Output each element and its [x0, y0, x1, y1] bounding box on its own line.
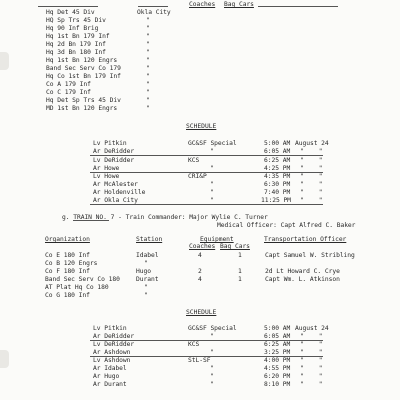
- list-item: ": [146, 17, 150, 24]
- table-row: " ": [300, 357, 323, 364]
- table-row: 6:05 AM: [264, 148, 291, 155]
- binder-hole-bottom: [0, 350, 9, 368]
- table-row: 1: [238, 252, 242, 259]
- table-row: Ar DeRidder: [93, 333, 135, 340]
- list-item: ": [146, 49, 150, 56]
- header-rule: [138, 6, 168, 7]
- table-row: ": [210, 181, 214, 188]
- table-row: Co F 180 Inf: [45, 268, 90, 275]
- binder-hole-top: [0, 52, 9, 70]
- table-row: 1: [238, 276, 242, 283]
- col-header-bagcars: Bag Cars: [224, 1, 254, 8]
- table-row: " ": [300, 381, 323, 388]
- table-row: KCS: [188, 341, 200, 348]
- table-row: ": [210, 148, 214, 155]
- table-row: " ": [300, 373, 323, 380]
- table-row: August 24: [295, 325, 329, 332]
- col-header-transportation-officer: Transportation Officer: [264, 236, 347, 243]
- table-row: " ": [300, 333, 323, 340]
- list-item: Hq 2d Bn 179 Inf: [46, 41, 106, 48]
- table-row: Hugo: [136, 268, 151, 275]
- table-row: 4: [198, 276, 202, 283]
- table-row: Co G 180 Inf: [45, 292, 90, 299]
- table-row: ": [144, 292, 148, 299]
- table-row: 4:00 PM: [264, 357, 291, 364]
- table-row: Ar McAlester: [93, 181, 138, 188]
- table-row: Capt Wm. L. Atkinson: [265, 276, 340, 283]
- table-row: ": [210, 381, 214, 388]
- table-row: August 24: [295, 140, 329, 147]
- list-item: Hq Co 1st Bn 179 Inf: [46, 73, 121, 80]
- table-row: " ": [300, 349, 323, 356]
- table-row: Lv DeRidder: [93, 341, 135, 348]
- list-item: Hq Det 45 Div: [46, 9, 95, 16]
- list-item: ": [146, 81, 150, 88]
- table-row: 1: [238, 268, 242, 275]
- table-row: Lv Ashdown: [93, 357, 131, 364]
- table-row: 6:25 AM: [264, 157, 291, 164]
- list-item: MD 1st Bn 120 Engrs: [46, 105, 118, 112]
- col-header-organization: Organization: [45, 236, 90, 243]
- schedule-heading: SCHEDULE: [186, 123, 217, 130]
- header-rule: [258, 6, 338, 7]
- table-row: Lv Pitkin: [93, 140, 127, 147]
- table-row: ": [210, 165, 214, 172]
- table-row: Ar DeRidder: [93, 148, 135, 155]
- table-row: " ": [300, 341, 323, 348]
- table-row: Durant: [136, 276, 159, 283]
- list-item: Hq 1st Bn 179 Inf: [46, 33, 110, 40]
- table-row: GC&SF Special: [188, 140, 237, 147]
- table-row: " ": [300, 173, 323, 180]
- table-row: " ": [300, 189, 323, 196]
- table-row: " ": [300, 148, 323, 155]
- table-row: " ": [300, 157, 323, 164]
- list-item: Hq 3d Bn 180 Inf: [46, 49, 106, 56]
- table-row: 5:00 AM: [264, 325, 291, 332]
- list-item: ": [146, 33, 150, 40]
- col-header-bagcars: Bag Cars: [220, 243, 250, 250]
- table-row: 8:10 PM: [264, 381, 291, 388]
- train-commander-line: g. TRAIN NO. 7 - Train Commander: Major Wylie C. Turner: [62, 214, 268, 221]
- table-row: Ar Hugo: [93, 373, 120, 380]
- list-item: Co C 179 Inf: [46, 89, 91, 96]
- table-row: 7:40 PM: [264, 189, 291, 196]
- table-row: 4:55 PM: [264, 365, 291, 372]
- list-item: ": [146, 73, 150, 80]
- table-row: Ar Howe: [93, 165, 120, 172]
- table-row: Ar Okla City: [93, 197, 138, 204]
- table-row: 6:25 AM: [264, 341, 291, 348]
- list-item: Hq 90 Inf Brig: [46, 25, 99, 32]
- list-item: Hq Det Sp Trs 45 Div: [46, 97, 121, 104]
- col-header-equipment: Equipment: [200, 236, 234, 243]
- table-row: Band Sec Serv Co 180: [45, 276, 120, 283]
- table-row: 6:20 PM: [264, 373, 291, 380]
- table-row: Ar Holdenville: [93, 189, 146, 196]
- header-rule: [38, 6, 98, 7]
- list-item: ": [146, 57, 150, 64]
- col-header-coaches: Coaches: [189, 243, 216, 250]
- col-header-coaches: Coaches: [189, 1, 216, 8]
- table-row: 5:00 AM: [264, 140, 291, 147]
- table-row: CRI&P: [188, 173, 207, 180]
- table-row: GC&SF Special: [188, 325, 237, 332]
- table-row: Lv Howe: [93, 173, 120, 180]
- table-row: ": [144, 284, 148, 291]
- list-item: ": [146, 105, 150, 112]
- table-row: ": [210, 349, 214, 356]
- table-row: 3:25 PM: [264, 349, 291, 356]
- table-row: ": [210, 365, 214, 372]
- table-row: 6:30 PM: [264, 181, 291, 188]
- table-row: Ar Ashdown: [93, 349, 131, 356]
- table-row: 2d Lt Howard C. Crye: [265, 268, 340, 275]
- table-row: StL-SF: [188, 357, 211, 364]
- table-row: Co B 120 Engrs: [45, 260, 98, 267]
- list-item: Hq 1st Bn 120 Engrs: [46, 57, 118, 64]
- table-row: Idabel: [136, 252, 159, 259]
- list-item: HQ Sp Trs 45 Div: [46, 17, 106, 24]
- table-row: Ar Idabel: [93, 365, 127, 372]
- table-row: ": [210, 333, 214, 340]
- train-label-underline: [73, 220, 109, 221]
- table-row: " ": [300, 165, 323, 172]
- table-row: ": [210, 197, 214, 204]
- table-row: Co E 180 Inf: [45, 252, 90, 259]
- table-row: ": [210, 373, 214, 380]
- table-row: Lv Pitkin: [93, 325, 127, 332]
- table-row: " ": [300, 181, 323, 188]
- table-row: Capt Samuel W. Stribling: [265, 252, 355, 259]
- table-row: KCS: [188, 157, 200, 164]
- table-row: Ar Durant: [93, 381, 127, 388]
- col-header-station: Station: [136, 236, 163, 243]
- list-item: Okla City: [137, 9, 171, 16]
- list-item: Co A 179 Inf: [46, 81, 91, 88]
- table-row: ": [210, 189, 214, 196]
- row-rule: [90, 204, 323, 205]
- list-item: ": [146, 41, 150, 48]
- table-row: 4:25 PM: [264, 165, 291, 172]
- list-item: ": [146, 89, 150, 96]
- list-item: Band Sec Serv Co 179: [46, 65, 121, 72]
- table-row: 11:25 PM: [261, 197, 291, 204]
- table-row: 2: [198, 268, 202, 275]
- table-row: Lv DeRidder: [93, 157, 135, 164]
- schedule-heading: SCHEDULE: [186, 309, 217, 316]
- list-item: ": [146, 65, 150, 72]
- table-row: " ": [300, 197, 323, 204]
- table-row: 4: [198, 252, 202, 259]
- table-row: 6:05 AM: [264, 333, 291, 340]
- medical-officer-line: Medical Officer: Capt Alfred C. Baker: [217, 222, 356, 229]
- table-row: 4:35 PM: [264, 173, 291, 180]
- table-row: ": [144, 260, 148, 267]
- table-row: AT Plat Hq Co 180: [45, 284, 109, 291]
- list-item: ": [146, 25, 150, 32]
- row-rule: [90, 155, 323, 156]
- list-item: ": [146, 97, 150, 104]
- table-row: " ": [300, 365, 323, 372]
